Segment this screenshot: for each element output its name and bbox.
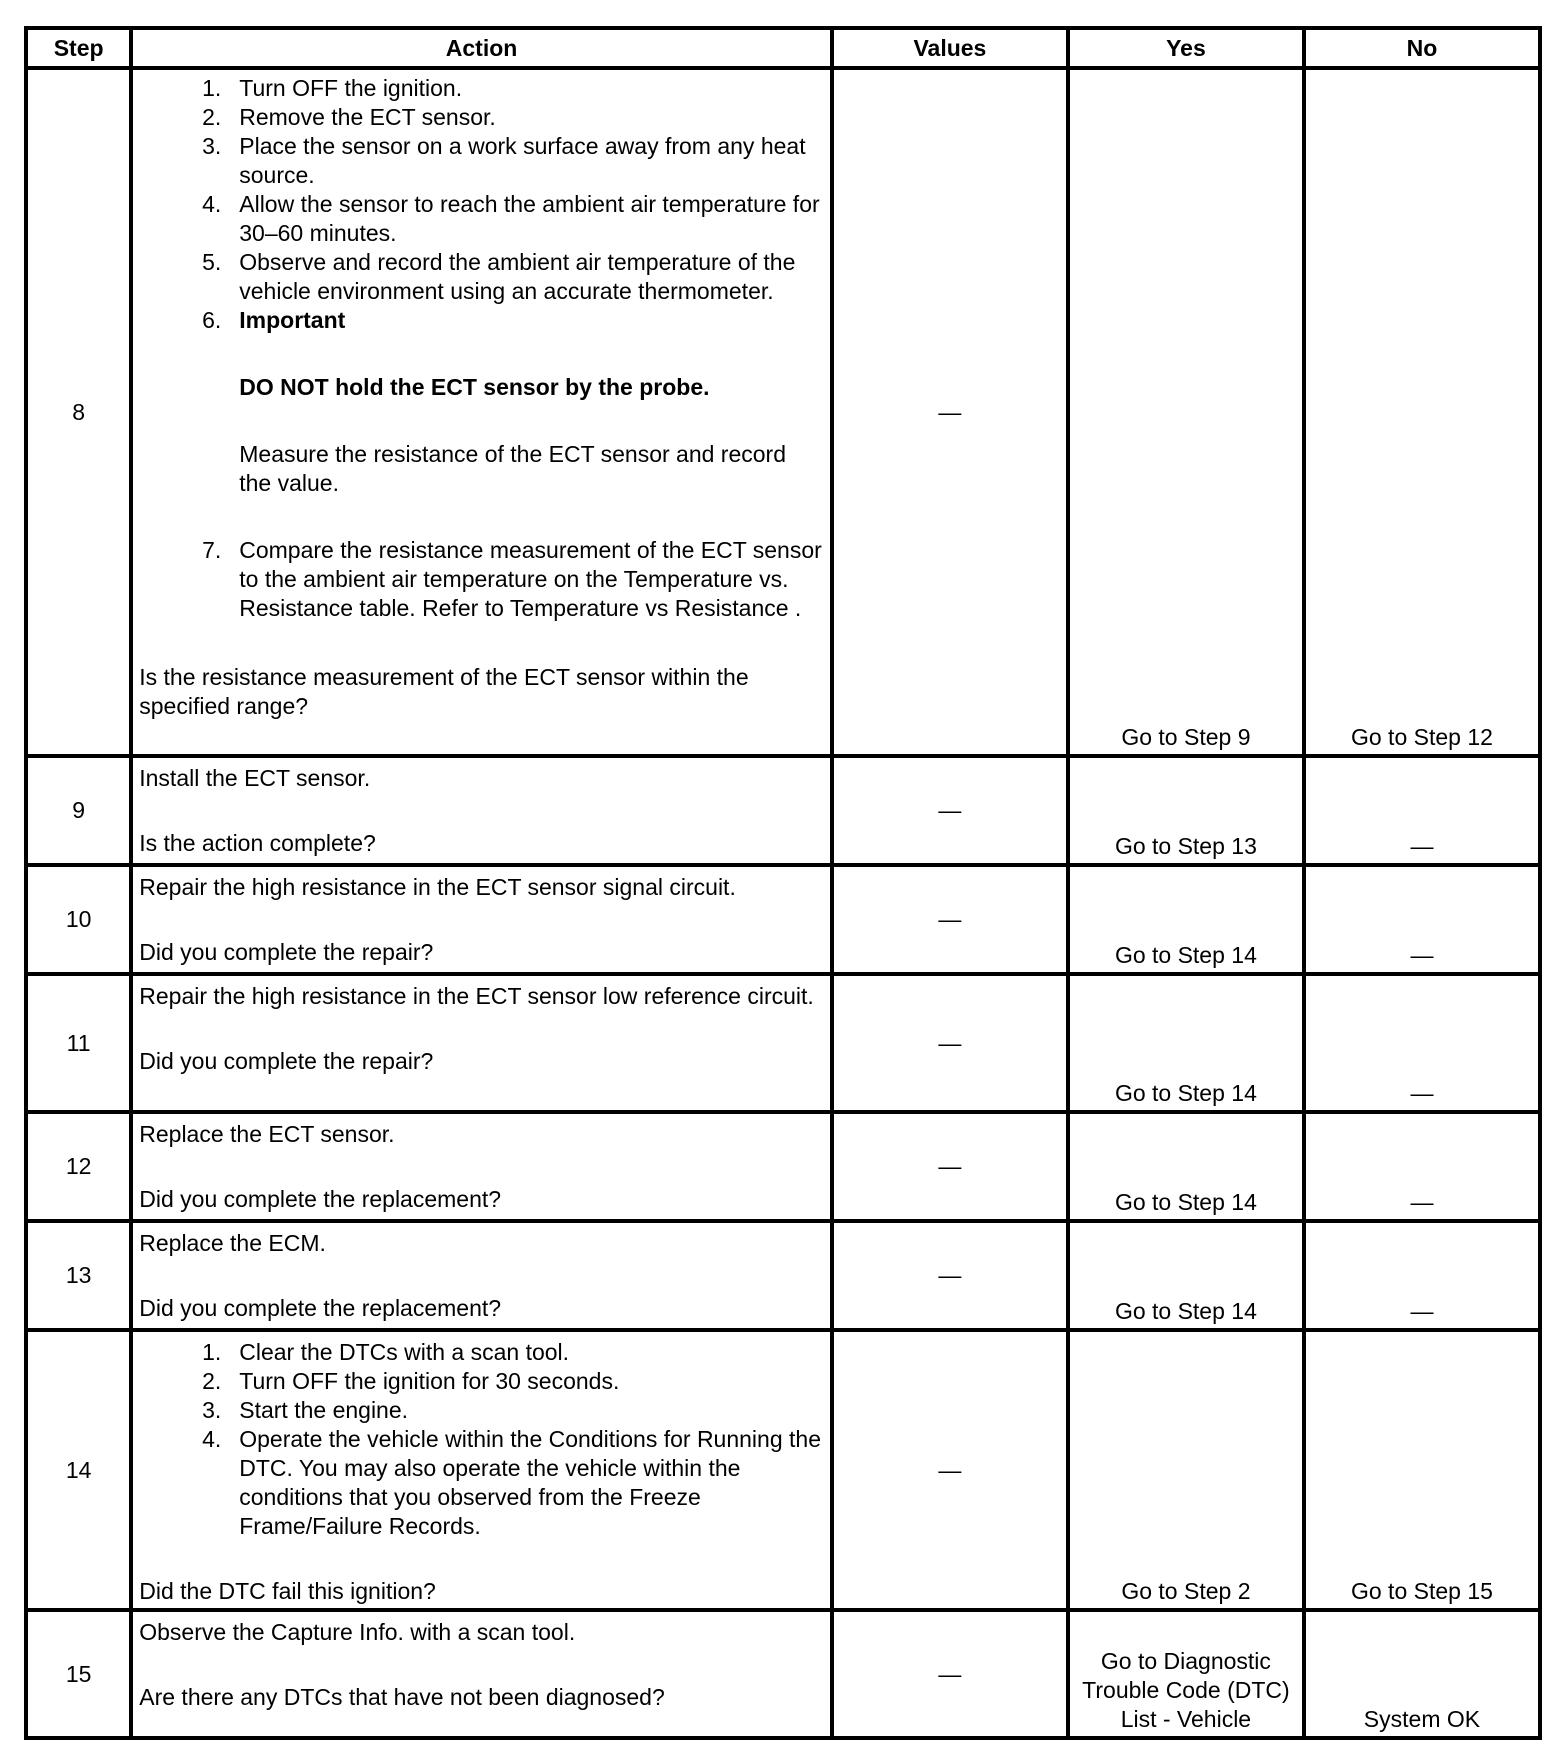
important-label: Important — [239, 307, 346, 333]
table-row — [26, 1112, 1540, 1221]
action-cell — [131, 68, 832, 756]
table-row — [26, 865, 1540, 974]
action-cell — [131, 1112, 832, 1221]
action-text: Observe the Capture Info. with a scan tool. — [139, 1619, 576, 1645]
table-row — [26, 974, 1540, 1112]
action-list — [139, 1338, 824, 1541]
action-text: Replace the ECT sensor. — [139, 1121, 395, 1147]
list-item: 1. Turn OFF the ignition. — [202, 75, 463, 101]
no-cell: Go to Step 12 — [1304, 68, 1540, 756]
value-cell: — — [832, 1221, 1068, 1330]
step-number: 14 — [26, 1330, 131, 1610]
header-action: Action — [131, 28, 832, 68]
list-item: 3. Start the engine. — [202, 1397, 409, 1423]
no-cell: System OK — [1304, 1610, 1540, 1738]
list-item: 1. Clear the DTCs with a scan tool. — [202, 1339, 570, 1365]
header-row — [26, 28, 1540, 68]
no-cell: — — [1304, 756, 1540, 865]
action-text: Repair the high resistance in the ECT sensor low reference circuit. — [139, 983, 814, 1009]
header-values: Values — [832, 28, 1068, 68]
table-row — [26, 1610, 1540, 1738]
list-item: 4. Operate the vehicle within the Conditions for Running the DTC. You may also operate the vehicle within the conditions that you observed from the Freeze Frame/Failure Records. — [202, 1426, 821, 1539]
no-cell: — — [1304, 865, 1540, 974]
table-row — [26, 1221, 1540, 1330]
list-item: 7. Compare the resistance measurement of the ECT sensor to the ambient air temperature on the Temperature vs. Resistance table. Refer to Temperature vs Resistance . — [202, 537, 822, 621]
header-yes: Yes — [1068, 28, 1304, 68]
header-step: Step — [26, 28, 131, 68]
warning-text: DO NOT hold the ECT sensor by the probe. — [239, 374, 710, 400]
list-item: 3. Place the sensor on a work surface away from any heat source. — [202, 133, 806, 188]
list-item: 6. Important DO NOT hold the ECT sensor by the probe. Measure the resistance of the ECT sensor and record the value. — [139, 306, 824, 536]
question-text: Did you complete the repair? — [139, 1048, 434, 1074]
yes-cell: Go to Step 14 — [1068, 1112, 1304, 1221]
action-list — [139, 74, 824, 623]
action-text: Install the ECT sensor. — [139, 765, 371, 791]
action-cell — [131, 974, 832, 1112]
yes-cell: Go to Step 2 — [1068, 1330, 1304, 1610]
question-text: Is the action complete? — [139, 830, 376, 856]
no-cell: — — [1304, 1221, 1540, 1330]
header-no: No — [1304, 28, 1540, 68]
question-text: Did you complete the replacement? — [139, 1186, 502, 1212]
value-cell: — — [832, 1610, 1068, 1738]
action-cell — [131, 865, 832, 974]
value-cell: — — [832, 974, 1068, 1112]
list-item: 2. Turn OFF the ignition for 30 seconds. — [202, 1368, 620, 1394]
step-number: 13 — [26, 1221, 131, 1330]
question-text: Did you complete the repair? — [139, 939, 434, 965]
list-item: 5. Observe and record the ambient air temperature of the vehicle environment using an accurate thermometer. — [202, 249, 796, 304]
yes-cell: Go to Step 14 — [1068, 865, 1304, 974]
no-cell: Go to Step 15 — [1304, 1330, 1540, 1610]
yes-cell: Go to Step 14 — [1068, 1221, 1304, 1330]
question-text: Did the DTC fail this ignition? — [139, 1578, 436, 1604]
action-text: Replace the ECM. — [139, 1230, 326, 1256]
step-number: 10 — [26, 865, 131, 974]
step-number: 11 — [26, 974, 131, 1112]
table-row — [26, 1330, 1540, 1610]
action-cell — [131, 1610, 832, 1738]
value-cell: — — [832, 1112, 1068, 1221]
list-item: 4. Allow the sensor to reach the ambient air temperature for 30–60 minutes. — [202, 191, 820, 246]
value-cell: — — [832, 1330, 1068, 1610]
action-cell — [131, 1221, 832, 1330]
step-number: 12 — [26, 1112, 131, 1221]
table-row — [26, 756, 1540, 865]
yes-cell: Go to Step 14 — [1068, 974, 1304, 1112]
table-row — [26, 68, 1540, 756]
yes-cell: Go to Step 9 — [1068, 68, 1304, 756]
list-item: 2. Remove the ECT sensor. — [202, 104, 496, 130]
action-text: Repair the high resistance in the ECT sensor signal circuit. — [139, 874, 736, 900]
yes-cell: Go to Diagnostic Trouble Code (DTC) List - Vehicle — [1068, 1610, 1304, 1738]
no-cell: — — [1304, 1112, 1540, 1221]
step-number: 9 — [26, 756, 131, 865]
question-text: Are there any DTCs that have not been diagnosed? — [139, 1684, 665, 1710]
yes-cell: Go to Step 13 — [1068, 756, 1304, 865]
question-text: Did you complete the replacement? — [139, 1295, 502, 1321]
action-cell — [131, 756, 832, 865]
value-cell: — — [832, 865, 1068, 974]
action-cell — [131, 1330, 832, 1610]
measure-text: Measure the resistance of the ECT sensor and record the value. — [239, 441, 786, 496]
question-text: Is the resistance measurement of the ECT sensor within the specified range? — [139, 664, 749, 719]
value-cell: — — [832, 68, 1068, 756]
diagnostic-table — [24, 26, 1542, 1740]
step-number: 8 — [26, 68, 131, 756]
step-number: 15 — [26, 1610, 131, 1738]
no-cell: — — [1304, 974, 1540, 1112]
value-cell: — — [832, 756, 1068, 865]
